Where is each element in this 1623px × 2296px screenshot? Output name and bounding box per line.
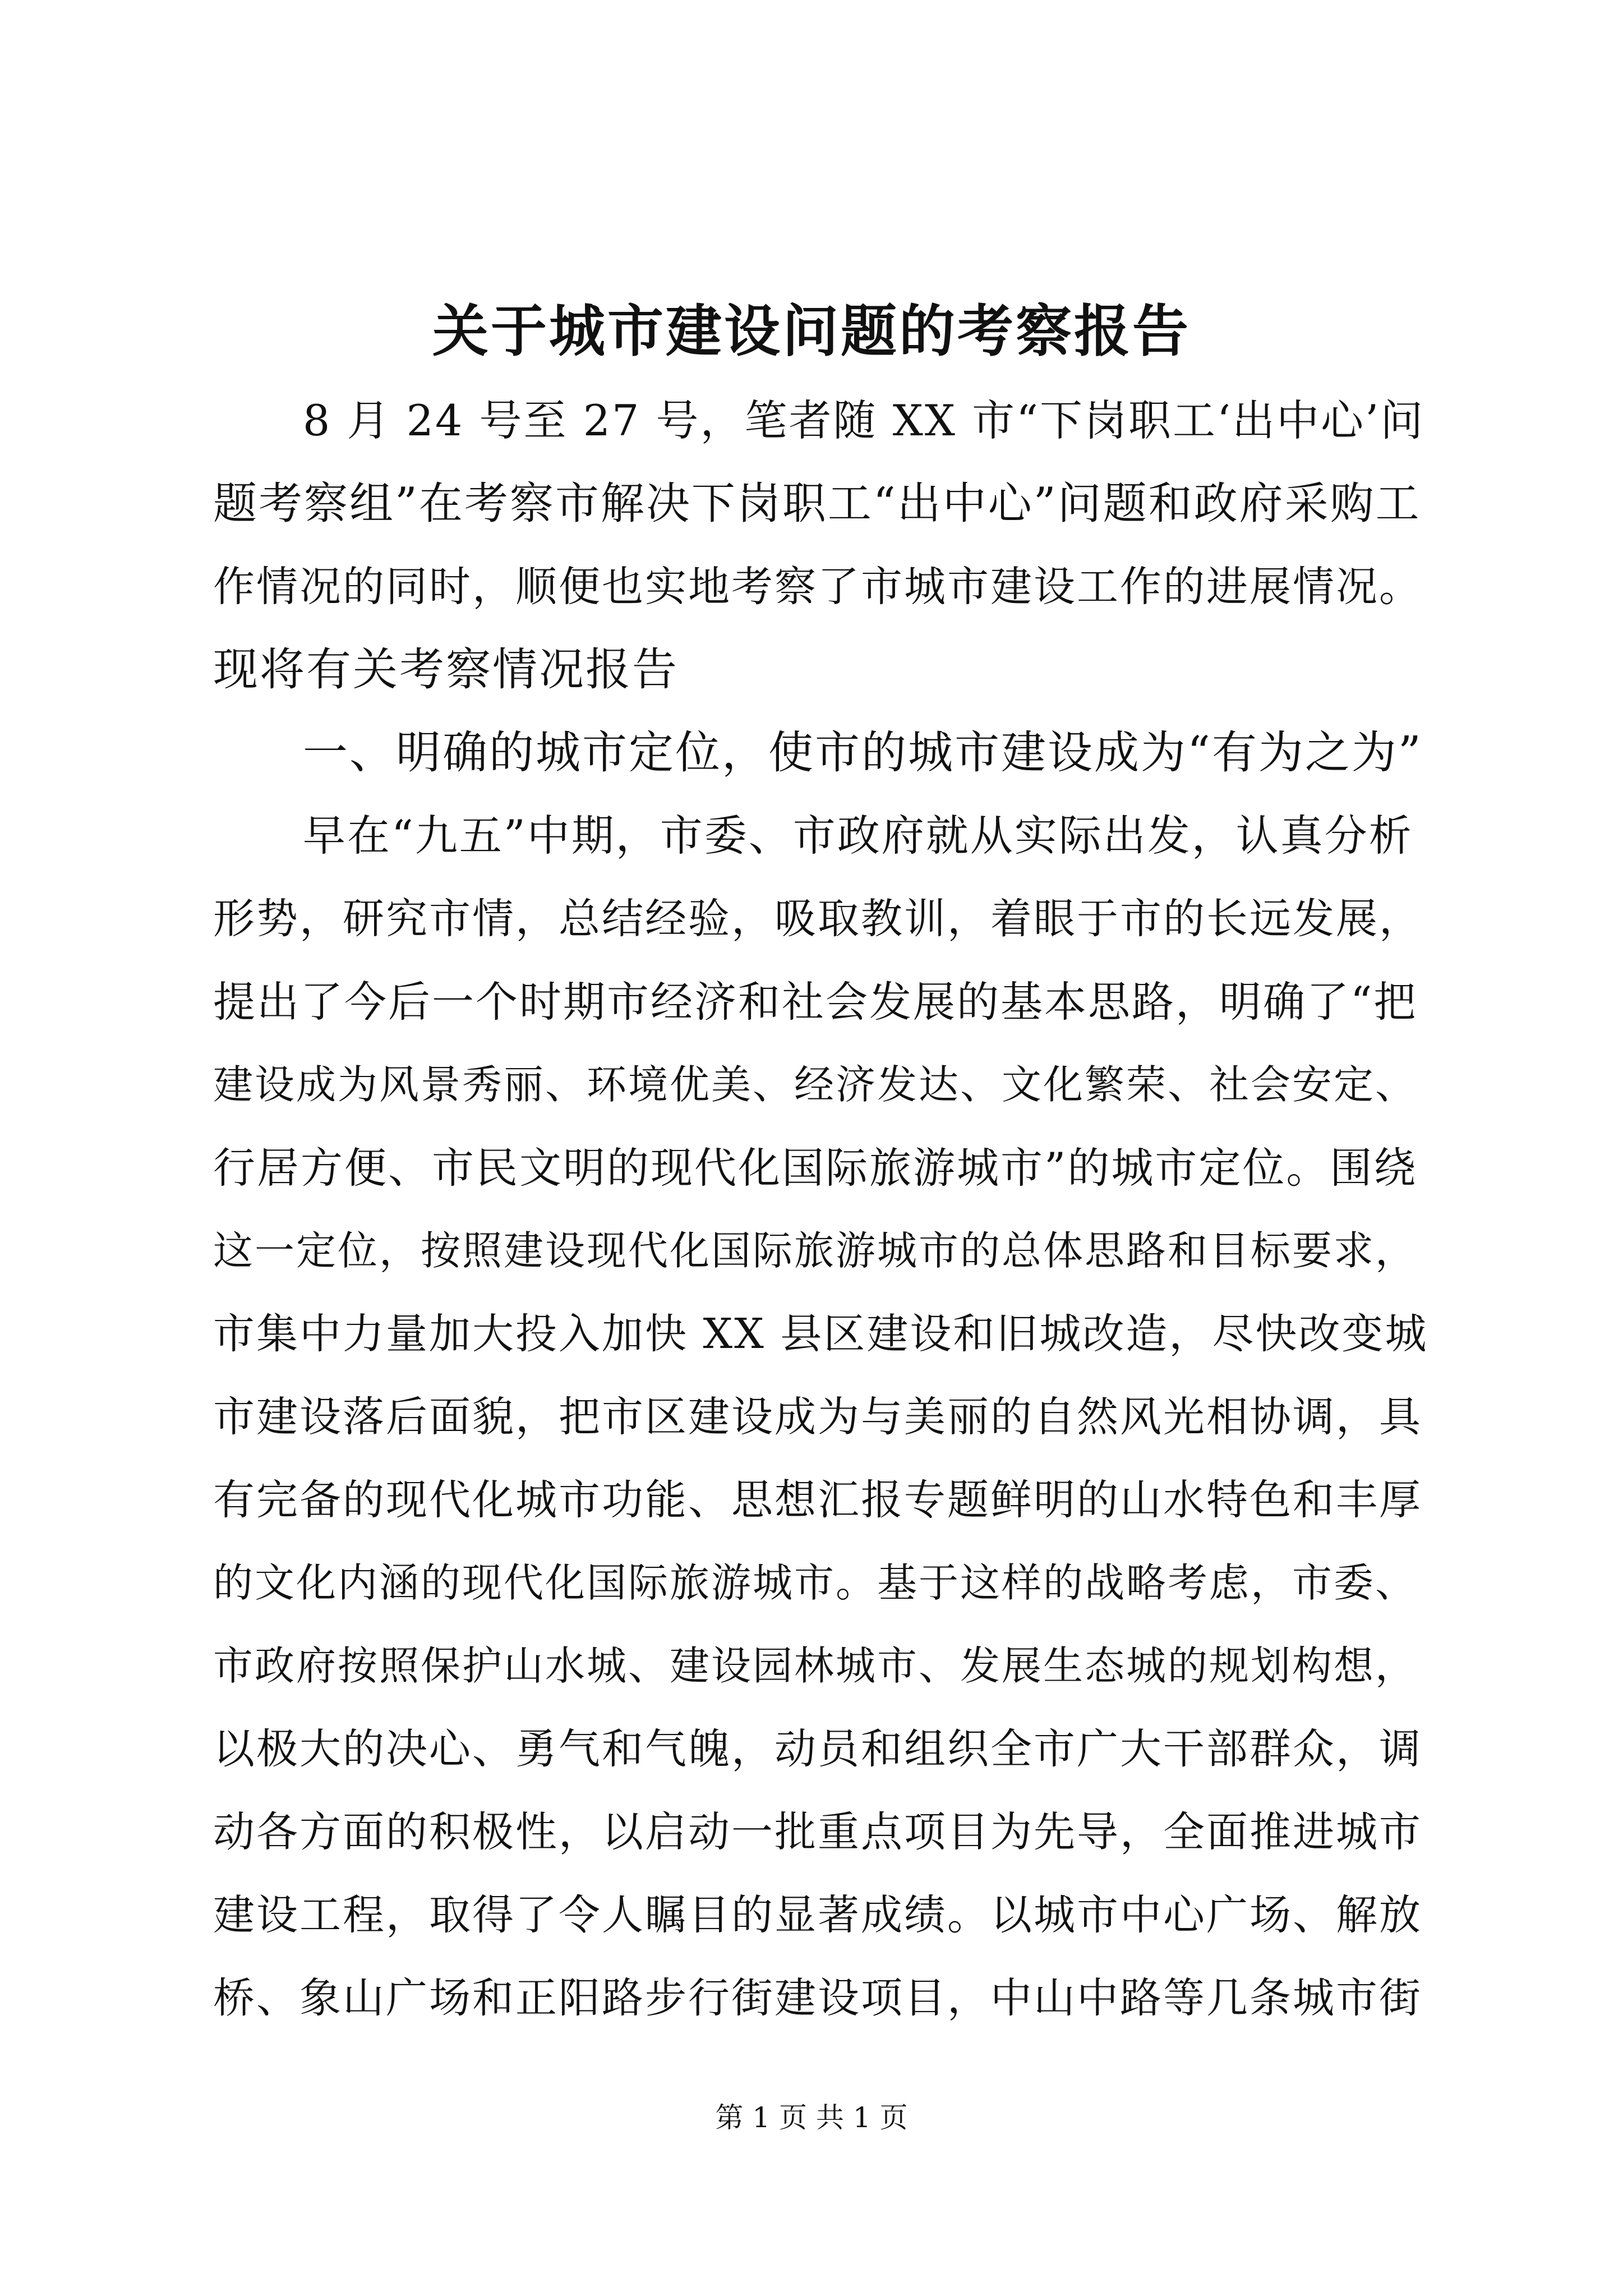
paragraph-line: 桥、象山广场和正阳路步行街建设项目，中山中路等几条城市街 (213, 1974, 1422, 2022)
paragraph-line: 的文化内涵的现代化国际旅游城市。基于这样的战略考虑，市委、 (213, 1559, 1417, 1606)
paragraph-line: 有完备的现代化城市功能、思想汇报专题鲜明的山水特色和丰厚 (213, 1476, 1422, 1524)
paragraph-line: 形势，研究市情，总结经验，吸取教训，着眼于市的长远发展， (213, 895, 1422, 943)
paragraph-line: 题考察组”在考察市解决下岗职工“出中心”问题和政府采购工 (213, 478, 1421, 529)
paragraph-line: 市政府按照保护山水城、建设园林城市、发展生态城的规划构想， (213, 1642, 1417, 1689)
paragraph-line: 现将有关考察情况报告 (213, 643, 679, 696)
paragraph-line: 早在“九五”中期，市委、市政府就从实际出发，认真分析 (303, 811, 1413, 861)
paragraph-line: 8 月 24 号至 27 号，笔者随 XX 市“下岗职工‘出中心’问 (303, 395, 1425, 445)
paragraph-line: 市集中力量加大投入加快 XX 县区建设和旧城改造，尽快改变城 (213, 1310, 1428, 1358)
section-heading: 一、明确的城市定位，使市的城市建设成为“有为之为” (303, 726, 1423, 779)
paragraph-line: 动各方面的积极性，以启动一批重点项目为先导，全面推进城市 (213, 1808, 1422, 1856)
paragraph-line: 以极大的决心、勇气和气魄，动员和组织全市广大干部群众，调 (213, 1725, 1422, 1773)
page-footer: 第 1 页 共 1 页 (715, 2101, 908, 2134)
paragraph-line: 建设工程，取得了令人瞩目的显著成绩。以城市中心广场、解放 (213, 1891, 1422, 1939)
paragraph-line: 市建设落后面貌，把市区建设成为与美丽的自然风光相协调，具 (213, 1393, 1422, 1441)
paragraph-line: 行居方便、市民文明的现代化国际旅游城市”的城市定位。围绕 (213, 1143, 1418, 1193)
paragraph-line: 提出了今后一个时期市经济和社会发展的基本思路，明确了“把 (213, 977, 1418, 1027)
document-title: 关于城市建设问题的考察报告 (432, 298, 1191, 364)
paragraph-line: 这一定位，按照建设现代化国际旅游城市的总体思路和目标要求， (213, 1227, 1417, 1274)
paragraph-line: 作情况的同时，顺便也实地考察了市城市建设工作的进展情况。 (213, 563, 1422, 611)
paragraph-line: 建设成为风景秀丽、环境优美、经济发达、文化繁荣、社会安定、 (213, 1061, 1417, 1108)
